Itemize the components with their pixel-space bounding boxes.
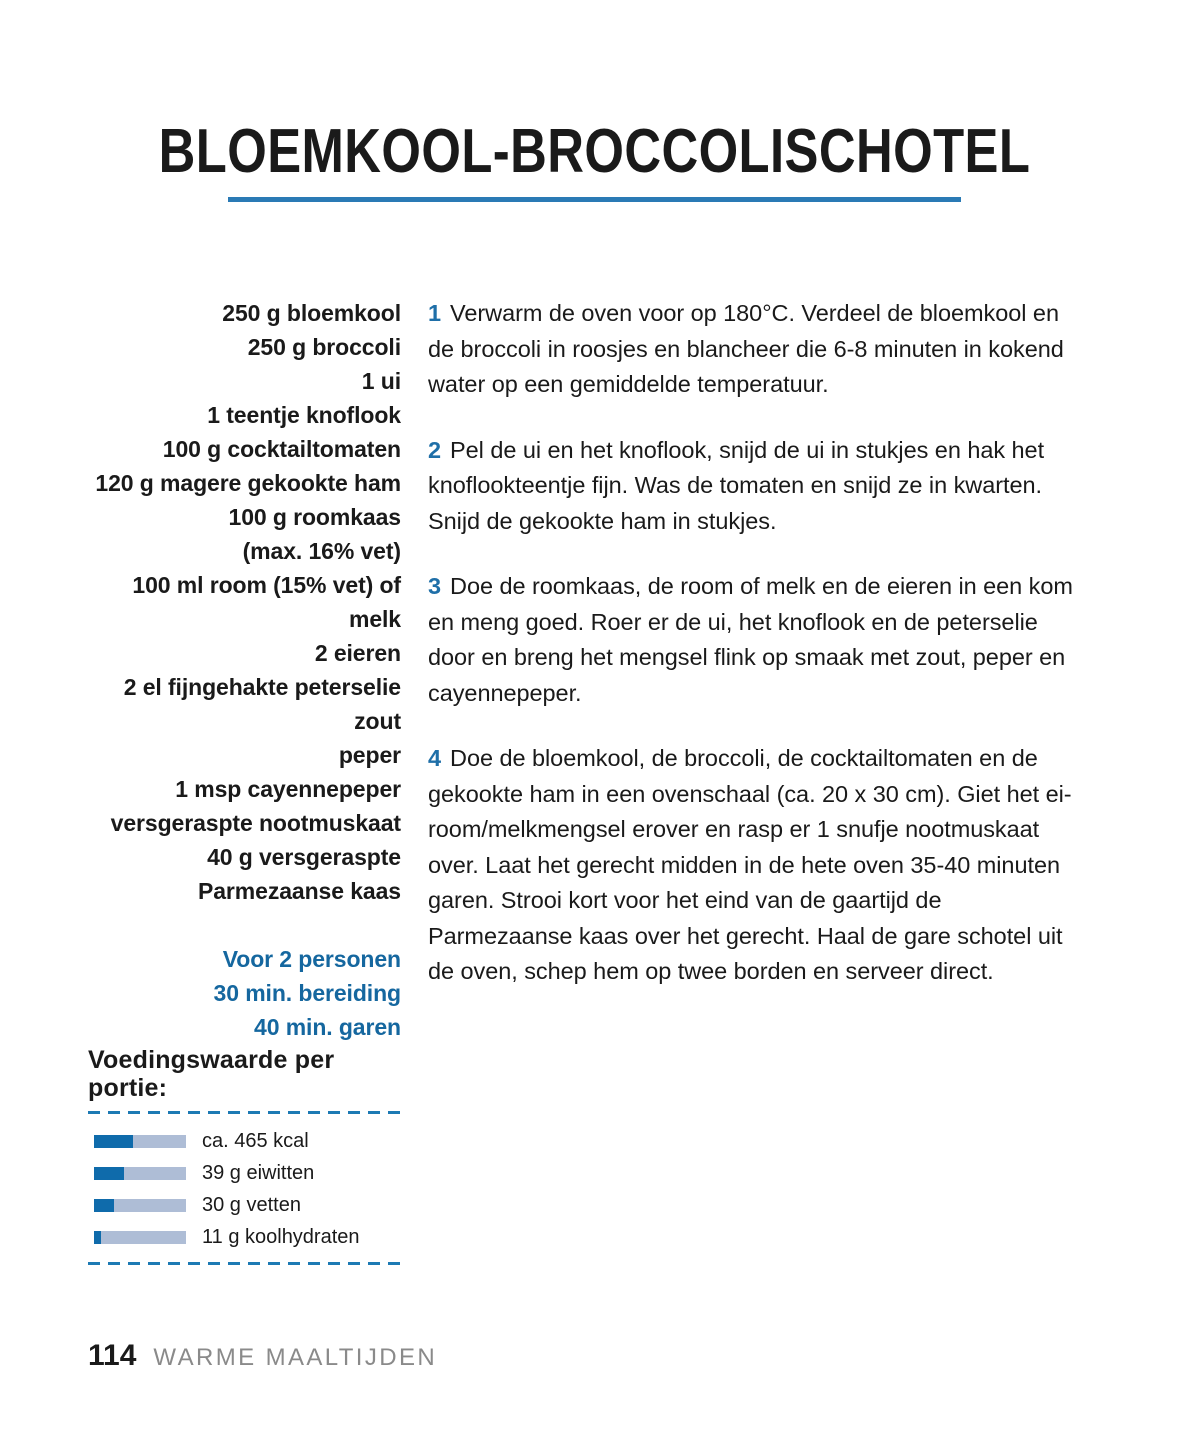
page-number: 114 [88, 1339, 137, 1372]
nutrition-bar-track [94, 1167, 186, 1180]
ingredient-line: Parmezaanse kaas [198, 878, 401, 904]
step-number: 1 [428, 300, 442, 326]
step-number: 2 [428, 436, 442, 463]
ingredient-line: 120 g magere gekookte ham [95, 470, 401, 496]
ingredient-line: 2 el fijngehakte peterselie [123, 674, 401, 700]
nutrition-dashed-rule-bottom [88, 1262, 400, 1265]
instruction-step [428, 296, 1078, 403]
ingredient-line: 1 msp cayennepeper [175, 776, 401, 802]
nutrition-heading: Voedingswaarde per portie: [88, 1046, 335, 1102]
nutrition-label: 39 g eiwitten [202, 1162, 315, 1184]
ingredient-line: 250 g bloemkool [222, 300, 401, 326]
nutrition-bar-track [94, 1231, 186, 1244]
nutrition-rows [88, 1114, 400, 1262]
title-block [0, 118, 1189, 202]
instruction-step [428, 741, 1078, 990]
ingredient-line: 100 ml room (15% vet) of [132, 572, 401, 598]
ingredient-line: 100 g roomkaas [228, 504, 401, 530]
ingredient-line: 1 ui [361, 368, 401, 394]
serving-info-block [88, 942, 401, 1044]
serving-info-line: 40 min. garen [254, 1014, 401, 1040]
ingredient-line: 100 g cocktailtomaten [162, 436, 401, 462]
nutrition-bar-track [94, 1199, 186, 1212]
nutrition-row [88, 1189, 400, 1221]
step-text: Verwarm de oven voor op 180°C. Verdeel de bloemkool en de broccoli in roosjes en blancheer die 6-8 minuten in kokend water op een gemiddelde temperatuur. [428, 300, 1064, 397]
ingredient-line: (max. 16% vet) [242, 538, 401, 564]
step-number: 4 [428, 745, 442, 771]
ingredient-line: 40 g versgeraspte [207, 844, 401, 870]
page-title: BLOEMKOOL-BROCCOLISCHOTEL [158, 117, 1031, 186]
nutrition-bar-fill [94, 1231, 101, 1244]
nutrition-bar-track [94, 1135, 186, 1148]
nutrition-label: ca. 465 kcal [202, 1130, 309, 1152]
ingredients-column [88, 296, 401, 1044]
nutrition-bar-fill [94, 1167, 124, 1180]
page-footer [88, 1340, 437, 1374]
step-text: Doe de bloemkool, de broccoli, de cocktailtomaten en de gekookte ham in een ovenschaal (ca. 20 x 30 cm). Giet het ei-room/melkmengsel erover en rasp er 1 snufje nootmuskaat over. Laat het gerecht midden in de hete oven 35-40 minuten garen. Strooi kort voor het eind van de gaartijd de Parmezaanse kaas over het gerecht. Haal de gare schotel uit de oven, schep hem op twee borden en serveer direct. [428, 745, 1072, 984]
serving-info-line: Voor 2 personen [222, 946, 401, 972]
ingredient-line: 2 eieren [314, 640, 401, 666]
ingredient-line: 1 teentje knoflook [207, 402, 401, 428]
instructions-column [428, 296, 1078, 990]
nutrition-bar-fill [94, 1199, 114, 1212]
nutrition-label: 30 g vetten [202, 1194, 301, 1216]
ingredient-line: versgeraspte nootmuskaat [110, 810, 401, 836]
ingredient-line: 250 g broccoli [247, 334, 401, 360]
nutrition-label: 11 g koolhydraten [202, 1226, 360, 1248]
instruction-step [428, 433, 1078, 540]
title-underline-rule [228, 197, 961, 202]
step-text: Doe de roomkaas, de room of melk en de eieren in een kom en meng goed. Roer er de ui, het knoflook en de peterselie door en breng het mengsel flink op smaak met zout, peper en cayennepeper. [428, 573, 1073, 706]
nutrition-row [88, 1157, 400, 1189]
ingredient-line: zout [354, 708, 401, 734]
instruction-step [428, 569, 1078, 711]
nutrition-row [88, 1125, 400, 1157]
step-number: 3 [428, 573, 442, 599]
nutrition-bar-fill [94, 1135, 133, 1148]
footer-section-label: WARME MAALTIJDEN [153, 1344, 438, 1371]
nutrition-panel [88, 1046, 400, 1265]
serving-info-line: 30 min. bereiding [213, 980, 401, 1006]
ingredient-list [88, 296, 401, 908]
step-text: Pel de ui en het knoflook, snijd de ui in stukjes en hak het knoflookteentje fijn. Was de tomaten en snijd ze in kwarten. Snijd de gekookte ham in stukjes. [428, 436, 1045, 534]
ingredient-line: melk [348, 606, 401, 632]
nutrition-row [88, 1221, 400, 1253]
ingredient-line: peper [338, 742, 401, 768]
